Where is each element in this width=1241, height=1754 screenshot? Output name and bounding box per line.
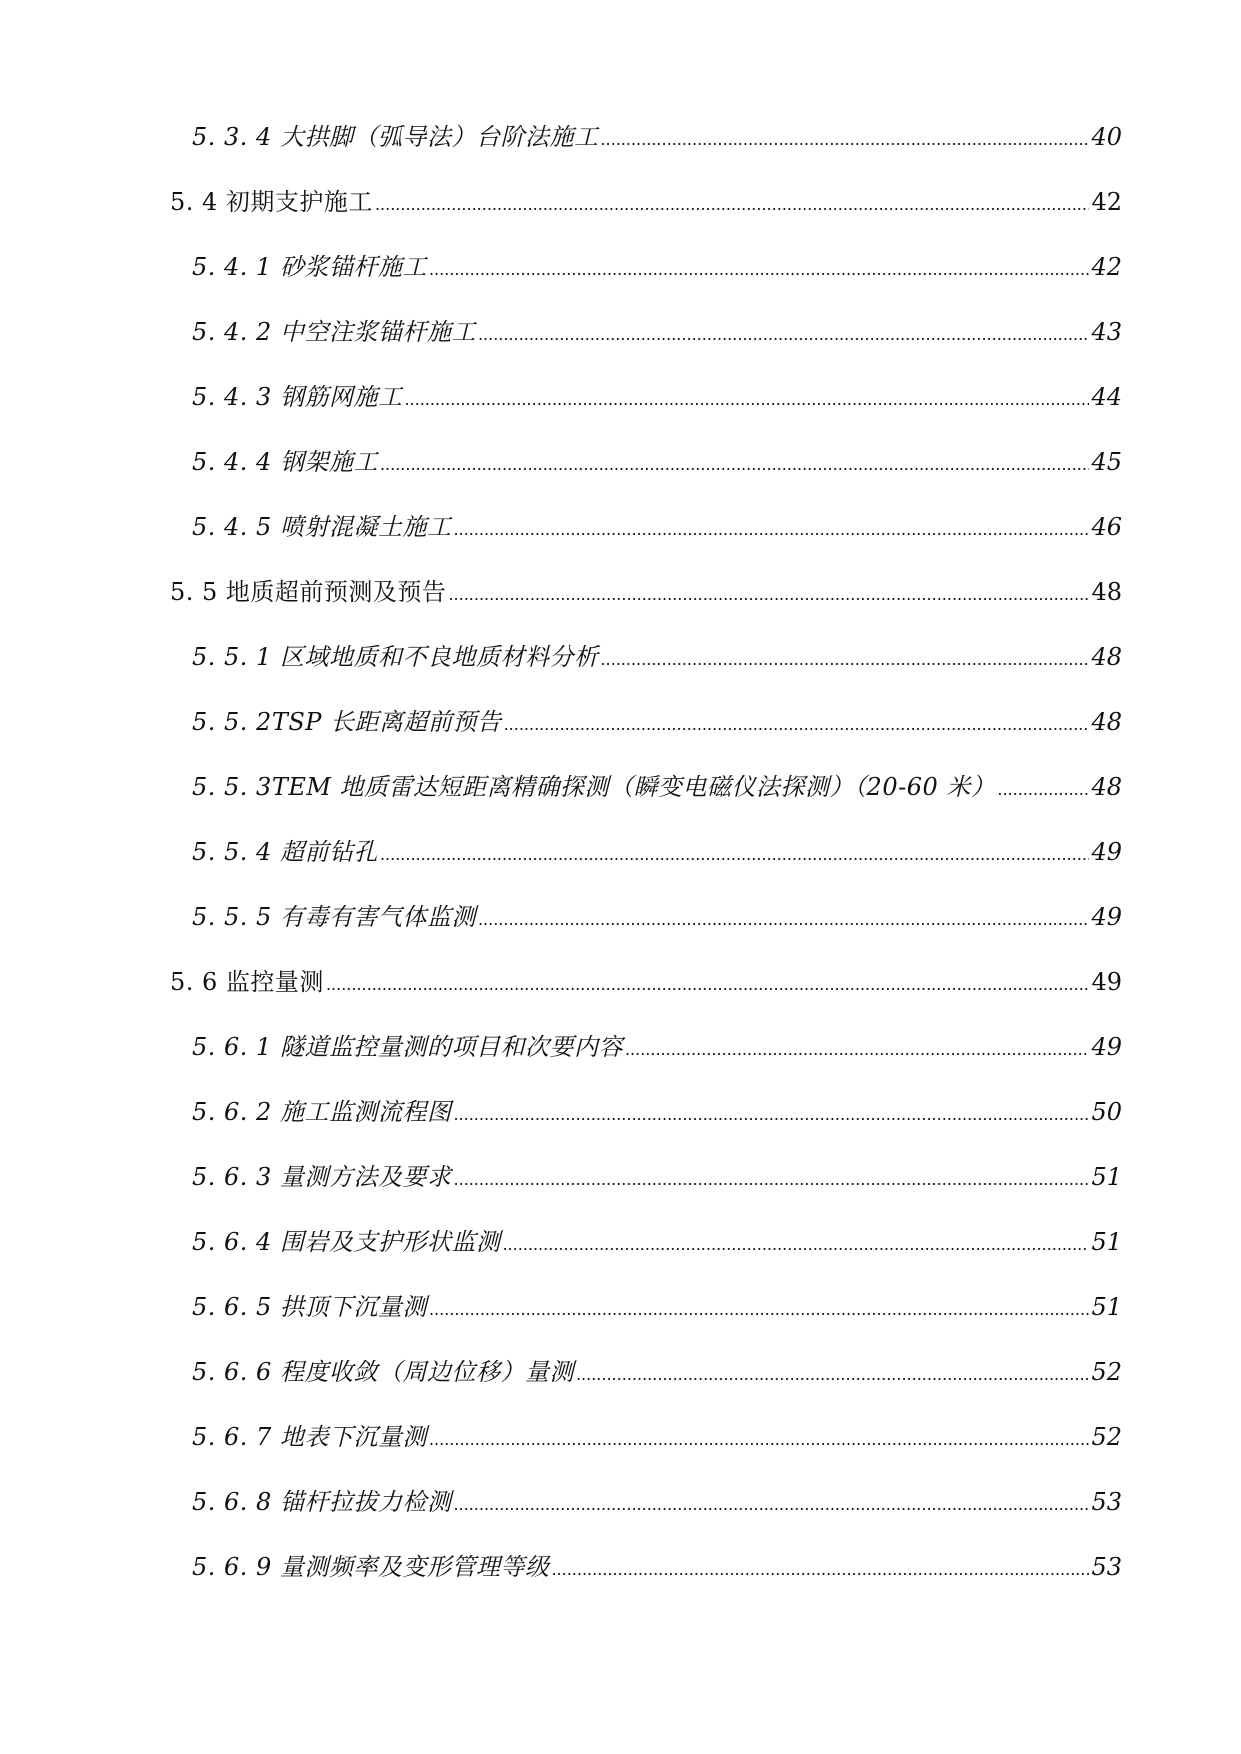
toc-dot-leader — [600, 637, 1089, 680]
toc-entry[interactable] — [170, 1482, 1122, 1547]
toc-dot-leader — [576, 1352, 1090, 1395]
toc-dot-leader — [448, 572, 1089, 615]
toc-dot-leader — [600, 117, 1089, 160]
toc-entry[interactable] — [170, 182, 1122, 247]
table-of-contents — [170, 117, 1122, 1612]
toc-entry-title: 5. 6. 4 围岩及支护形状监测 — [192, 1228, 501, 1256]
toc-page-number: 48 — [1091, 643, 1122, 671]
toc-page-number: 51 — [1091, 1228, 1122, 1256]
toc-entry[interactable] — [170, 312, 1122, 377]
toc-page-number: 49 — [1091, 1033, 1122, 1061]
toc-dot-leader — [453, 1482, 1089, 1525]
toc-entry[interactable] — [170, 1417, 1122, 1482]
toc-dot-leader — [380, 832, 1090, 875]
toc-page-number: 51 — [1091, 1293, 1122, 1321]
toc-page-number: 43 — [1091, 318, 1122, 346]
toc-dot-leader — [625, 1027, 1090, 1070]
toc-entry-title: 5. 6. 1 隧道监控量测的项目和次要内容 — [192, 1033, 623, 1061]
toc-dot-leader — [404, 377, 1089, 420]
toc-entry[interactable] — [170, 1547, 1122, 1612]
toc-entry-title: 5. 6. 5 拱顶下沉量测 — [192, 1293, 427, 1321]
toc-entry[interactable] — [170, 1027, 1122, 1092]
toc-page-number: 52 — [1091, 1423, 1122, 1451]
toc-entry-title: 5. 5. 1 区域地质和不良地质材料分析 — [192, 643, 599, 671]
toc-entry[interactable] — [170, 962, 1122, 1027]
toc-entry-title: 5. 4. 5 喷射混凝土施工 — [192, 513, 452, 541]
toc-page-number: 49 — [1091, 903, 1122, 931]
toc-dot-leader — [453, 1157, 1089, 1200]
toc-dot-leader — [551, 1547, 1089, 1590]
toc-page-number: 48 — [1091, 578, 1122, 606]
toc-dot-leader — [429, 1417, 1090, 1460]
toc-entry-title: 5. 6. 3 量测方法及要求 — [192, 1163, 452, 1191]
toc-dot-leader — [478, 897, 1090, 940]
toc-page-number: 46 — [1091, 513, 1122, 541]
toc-entry[interactable] — [170, 1157, 1122, 1222]
toc-dot-leader — [375, 182, 1090, 225]
toc-dot-leader — [429, 1287, 1090, 1330]
toc-entry-title: 5. 4. 4 钢架施工 — [192, 448, 378, 476]
toc-dot-leader — [478, 312, 1090, 355]
toc-page-number: 49 — [1091, 968, 1122, 996]
toc-entry[interactable] — [170, 247, 1122, 312]
toc-page-number: 53 — [1091, 1488, 1122, 1516]
toc-entry-title: 5. 6. 2 施工监测流程图 — [192, 1098, 452, 1126]
toc-page-number: 49 — [1091, 838, 1122, 866]
toc-entry-title: 5. 3. 4 大拱脚（弧导法）台阶法施工 — [192, 123, 599, 151]
toc-entry[interactable] — [170, 1222, 1122, 1287]
toc-page-number: 45 — [1091, 448, 1122, 476]
toc-entry[interactable] — [170, 832, 1122, 897]
toc-entry-title: 5. 6 监控量测 — [170, 968, 324, 996]
toc-entry-title: 5. 4 初期支护施工 — [170, 188, 373, 216]
toc-page-number: 44 — [1091, 383, 1122, 411]
toc-entry[interactable] — [170, 702, 1122, 767]
toc-page-number: 40 — [1091, 123, 1122, 151]
toc-entry[interactable] — [170, 377, 1122, 442]
toc-page-number: 48 — [1091, 708, 1122, 736]
toc-page-number: 52 — [1091, 1358, 1122, 1386]
toc-entry-title: 5. 4. 2 中空注浆锚杆施工 — [192, 318, 476, 346]
toc-page-number: 50 — [1091, 1098, 1122, 1126]
toc-page-number: 42 — [1091, 188, 1122, 216]
toc-entry[interactable] — [170, 767, 1122, 832]
toc-entry-title: 5. 6. 7 地表下沉量测 — [192, 1423, 427, 1451]
toc-entry-title: 5. 5. 4 超前钻孔 — [192, 838, 378, 866]
toc-dot-leader — [326, 962, 1090, 1005]
toc-entry-title: 5. 5. 5 有毒有害气体监测 — [192, 903, 476, 931]
toc-entry[interactable] — [170, 637, 1122, 702]
toc-dot-leader — [380, 442, 1090, 485]
toc-entry[interactable] — [170, 1287, 1122, 1352]
toc-page-number: 53 — [1091, 1553, 1122, 1581]
toc-entry-title: 5. 4. 1 砂浆锚杆施工 — [192, 253, 427, 281]
toc-dot-leader — [453, 1092, 1089, 1135]
toc-entry-title: 5. 5. 2TSP 长距离超前预告 — [192, 708, 502, 736]
toc-entry[interactable] — [170, 442, 1122, 507]
toc-entry[interactable] — [170, 1352, 1122, 1417]
toc-entry-title: 5. 6. 8 锚杆拉拔力检测 — [192, 1488, 452, 1516]
toc-entry[interactable] — [170, 572, 1122, 637]
toc-dot-leader — [504, 702, 1090, 745]
toc-entry-title: 5. 6. 9 量测频率及变形管理等级 — [192, 1553, 550, 1581]
toc-entry-title: 5. 5 地质超前预测及预告 — [170, 578, 447, 606]
toc-page-number: 42 — [1091, 253, 1122, 281]
toc-entry[interactable] — [170, 1092, 1122, 1157]
toc-entry[interactable] — [170, 117, 1122, 182]
toc-page-number: 51 — [1091, 1163, 1122, 1191]
toc-dot-leader — [453, 507, 1089, 550]
toc-entry-title: 5. 6. 6 程度收敛（周边位移）量测 — [192, 1358, 574, 1386]
toc-entry[interactable] — [170, 507, 1122, 572]
toc-entry-title: 5. 5. 3TEM 地质雷达短距离精确探测（瞬变电磁仪法探测）（20-60 米） — [192, 773, 996, 801]
toc-dot-leader — [429, 247, 1090, 290]
toc-dot-leader — [502, 1222, 1089, 1265]
toc-entry[interactable] — [170, 897, 1122, 962]
toc-page-number: 48 — [1091, 773, 1122, 801]
toc-entry-title: 5. 4. 3 钢筋网施工 — [192, 383, 403, 411]
toc-dot-leader — [997, 767, 1089, 810]
